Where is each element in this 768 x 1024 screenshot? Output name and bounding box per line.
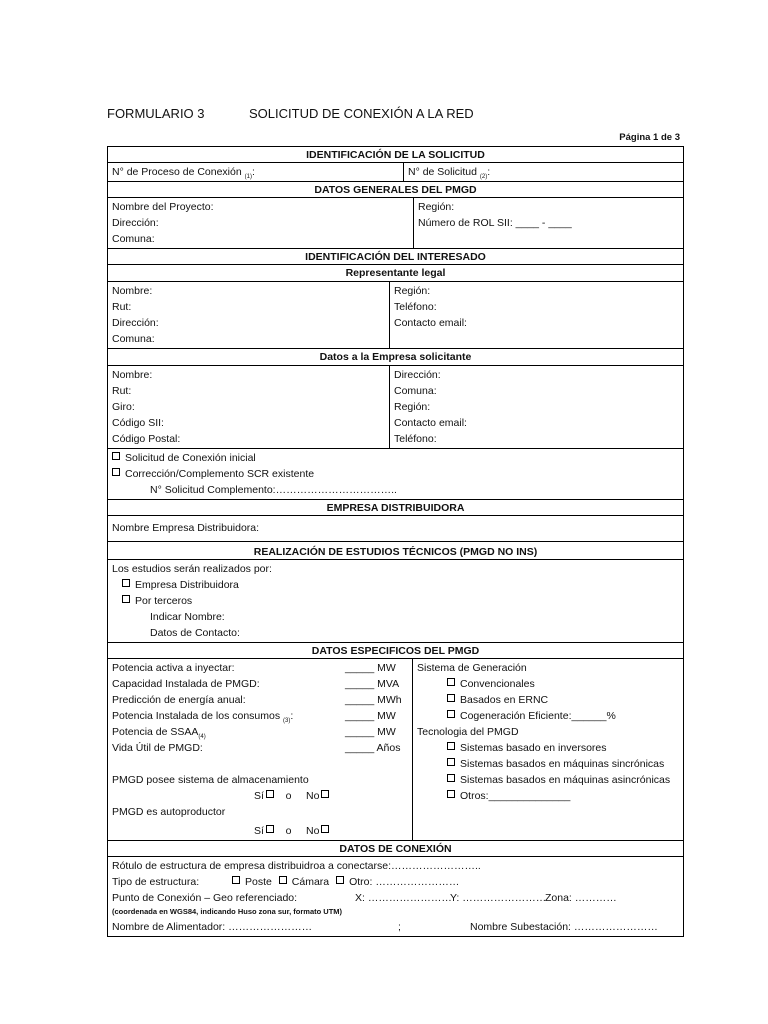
representante-row [108, 282, 683, 349]
rep-region-field[interactable]: Región: [394, 285, 431, 297]
rep-direccion-field[interactable]: Dirección: [112, 317, 159, 329]
almacenamiento-options: Sí o No [112, 788, 408, 804]
rep-email-field[interactable]: Contacto email: [394, 317, 467, 329]
checkbox-empresa-distribuidora[interactable] [122, 579, 130, 587]
region-field[interactable]: Región: [418, 201, 455, 213]
connection-request-form [107, 146, 684, 937]
op-empresa-distribuidora-label: Empresa Distribuidora [135, 579, 239, 591]
emp-codigo-postal-field[interactable]: Código Postal: [112, 433, 181, 445]
datos-conexion-row [108, 857, 683, 936]
rol-sii-field[interactable]: Número de ROL SII: ____ - ____ [418, 217, 572, 229]
pmgd-values [108, 659, 412, 840]
nombre-proyecto-field[interactable]: Nombre del Proyecto: [112, 201, 214, 213]
proceso-label: N° de Proceso de Conexión [112, 166, 242, 178]
subsection-empresa-solicitante: Datos a la Empresa solicitante [108, 349, 683, 366]
almacenamiento-label: PMGD posee sistema de almacenamiento [112, 774, 309, 786]
solicitud-complemento-field[interactable]: N° Solicitud Complemento:…………………………….. [150, 484, 397, 496]
asincronicas-label: Sistemas basados en máquinas asincrónicas [460, 774, 671, 786]
punto-label: Punto de Conexión – Geo referenciado: [112, 892, 298, 904]
checkbox-solicitud-inicial[interactable] [112, 452, 120, 460]
section-estudios-tecnicos: REALIZACIÓN DE ESTUDIOS TÉCNICOS (PMGD NO INS) [108, 542, 683, 560]
representante-right [389, 282, 683, 348]
checkbox-otros[interactable] [447, 790, 455, 798]
emp-direccion-field[interactable]: Dirección: [394, 369, 441, 381]
subsection-representante-legal: Representante legal [108, 265, 683, 282]
indicar-nombre-field[interactable]: Indicar Nombre: [150, 611, 225, 623]
datos-generales-left [108, 198, 413, 248]
autoproductor-options: Sí o No [112, 823, 408, 839]
tecnologia-title: Tecnologia del PMGD [417, 726, 519, 738]
empresa-right [389, 366, 683, 448]
semicolon: ; [398, 921, 401, 933]
checkbox-autoproductor-si[interactable] [266, 825, 274, 833]
checkbox-autoproductor-no[interactable] [321, 825, 329, 833]
form-title: SOLICITUD DE CONEXIÓN A LA RED [249, 106, 474, 121]
page-number: Página 1 de 3 [619, 132, 680, 143]
alimentador-row [112, 919, 679, 935]
subestacion-field[interactable]: Nombre Subestación: …………………… [470, 921, 658, 933]
rep-comuna-field[interactable]: Comuna: [112, 333, 155, 345]
form-number: FORMULARIO 3 [107, 106, 205, 121]
comuna-field[interactable]: Comuna: [112, 233, 155, 245]
pmgd-sistema [412, 659, 683, 840]
note-2: (2) [479, 174, 488, 181]
tipo-label: Tipo de estructura: [112, 876, 200, 888]
vida-util-field[interactable]: Vida Útil de PMGD: _____ Años [112, 742, 401, 754]
zona-field[interactable]: Zona: ………… [545, 892, 617, 904]
datos-generales-row [108, 198, 683, 249]
colon: : [487, 166, 491, 178]
checkbox-sincronicas[interactable] [447, 758, 455, 766]
estudios-intro: Los estudios serán realizados por: [112, 563, 272, 575]
autoproductor-label: PMGD es autoproductor [112, 806, 226, 818]
sistema-generacion-title: Sistema de Generación [417, 662, 527, 674]
camara-label: Cámara [291, 876, 330, 888]
y-field[interactable]: Y: …………………… [450, 892, 547, 904]
convencionales-label: Convencionales [460, 678, 535, 690]
alimentador-field[interactable]: Nombre de Alimentador: …………………… [112, 921, 313, 933]
cogeneracion-label: Cogeneración Eficiente:______% [460, 710, 616, 722]
emp-giro-field[interactable]: Giro: [112, 401, 135, 413]
note-1: (1) [244, 174, 252, 181]
inversores-label: Sistemas basado en inversores [460, 742, 607, 754]
op-por-terceros-label: Por terceros [135, 595, 193, 607]
checkbox-cogeneracion[interactable] [447, 710, 455, 718]
datos-contacto-field[interactable]: Datos de Contacto: [150, 627, 240, 639]
potencia-activa-field[interactable]: Potencia activa a inyectar: _____ MW [112, 662, 396, 674]
solicitud-inicial-label: Solicitud de Conexión inicial [125, 452, 256, 464]
checkbox-convencionales[interactable] [447, 678, 455, 686]
section-empresa-distribuidora: EMPRESA DISTRIBUIDORA [108, 500, 683, 516]
section-datos-especificos: DATOS ESPECIFICOS DEL PMGD [108, 643, 683, 659]
x-field[interactable]: X: …………………… [355, 892, 452, 904]
checkbox-otro[interactable] [336, 876, 344, 884]
emp-email-field[interactable]: Contacto email: [394, 417, 467, 429]
nombre-empresa-distribuidora-field[interactable]: Nombre Empresa Distribuidora: [112, 522, 260, 534]
empresa-distribuidora-row [108, 516, 683, 542]
prediccion-energia-field[interactable]: Predicción de energía anual: _____ MWh [112, 694, 402, 706]
checkbox-camara[interactable] [279, 876, 287, 884]
solicitud-ids-row [108, 163, 683, 182]
checkbox-inversores[interactable] [447, 742, 455, 750]
checkbox-poste[interactable] [232, 876, 240, 884]
colon: : [251, 166, 255, 178]
checkbox-ernc[interactable] [447, 694, 455, 702]
empresa-row [108, 366, 683, 449]
rep-rut-field[interactable]: Rut: [112, 301, 132, 313]
checkbox-almacenamiento-si[interactable] [266, 790, 274, 798]
numero-solicitud-field[interactable] [403, 163, 683, 181]
sincronicas-label: Sistemas basados en máquinas sincrónicas [460, 758, 665, 770]
rotulo-field[interactable]: Rótulo de estructura de empresa distribuidroa a conectarse:…………………….. [112, 860, 481, 872]
otros-label: Otros:______________ [460, 790, 571, 802]
emp-rut-field[interactable]: Rut: [112, 385, 132, 397]
datos-especificos-row [108, 659, 683, 841]
section-identificacion-solicitud: IDENTIFICACIÓN DE LA SOLICITUD [108, 147, 683, 163]
section-identificacion-interesado: IDENTIFICACIÓN DEL INTERESADO [108, 249, 683, 265]
poste-label: Poste [245, 876, 272, 888]
emp-nombre-field[interactable]: Nombre: [112, 369, 153, 381]
datos-generales-right [413, 198, 683, 248]
estudios-row [108, 560, 683, 643]
rep-telefono-field[interactable]: Teléfono: [394, 301, 437, 313]
representante-left [108, 282, 389, 348]
direccion-field[interactable]: Dirección: [112, 217, 159, 229]
potencia-ssaa-field[interactable]: Potencia de $SSAA_{(4)}$ _____ MW [112, 726, 396, 741]
checkbox-correccion[interactable] [112, 468, 120, 476]
emp-comuna-field[interactable]: Comuna: [394, 385, 437, 397]
punto-conexion-row [112, 890, 679, 906]
potencia-consumos-field[interactable]: Potencia Instalada de los consumos $_{(3)}$: _____ MW [112, 710, 396, 725]
capacidad-instalada-field[interactable]: Capacidad Instalada de PMGD: _____ MVA [112, 678, 400, 690]
emp-telefono-field[interactable]: Teléfono: [394, 433, 437, 445]
checkbox-asincronicas[interactable] [447, 774, 455, 782]
section-datos-conexion: DATOS DE CONEXIÓN [108, 841, 683, 857]
rep-nombre-field[interactable]: Nombre: [112, 285, 153, 297]
ernc-label: Basados en ERNC [460, 694, 549, 706]
tipo-estructura-row [112, 874, 679, 890]
checkbox-por-terceros[interactable] [122, 595, 130, 603]
solicitud-label: N° de Solicitud [408, 166, 477, 178]
empresa-left [108, 366, 389, 448]
emp-codigo-sii-field[interactable]: Código SII: [112, 417, 164, 429]
section-datos-generales: DATOS GENERALES DEL PMGD [108, 182, 683, 198]
emp-region-field[interactable]: Región: [394, 401, 431, 413]
correccion-label: Corrección/Complemento SCR existente [125, 468, 315, 480]
solicitud-type-options [108, 449, 683, 500]
otro-field[interactable]: Otro: …………………… [349, 876, 460, 888]
coordenada-note: (coordenada en WGS84, indicando Huso zona sur, formato UTM) [112, 907, 343, 916]
checkbox-almacenamiento-no[interactable] [321, 790, 329, 798]
proceso-conexion-field[interactable] [108, 163, 403, 181]
